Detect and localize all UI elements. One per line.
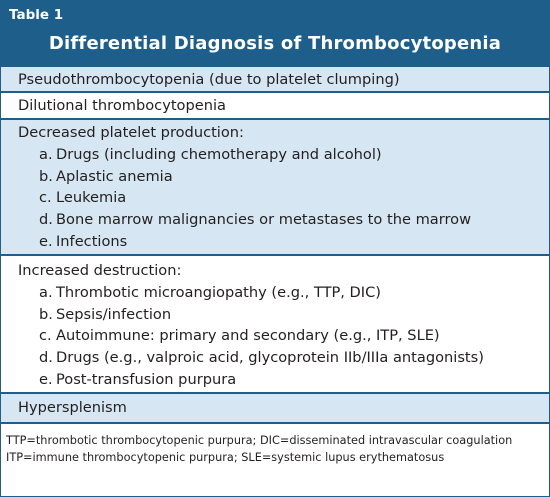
item-letter: e. xyxy=(39,232,53,250)
list-item xyxy=(18,325,549,347)
table-label: Table 1 xyxy=(9,7,64,23)
footnote: TTP=thrombotic thrombocytopenic purpura; DIC=disseminated intravascular coagulation xyxy=(6,434,513,447)
item-text: Drugs (including chemotherapy and alcohol) xyxy=(56,145,382,163)
list-item xyxy=(18,282,549,304)
list-item xyxy=(18,347,549,369)
row-dilutional xyxy=(1,93,549,118)
item-text: Sepsis/infection xyxy=(56,305,172,323)
list-item xyxy=(18,231,549,253)
table-footnotes xyxy=(1,424,549,466)
item-text: Post-transfusion purpura xyxy=(56,370,237,388)
item-letter: c. xyxy=(39,189,52,207)
table-header xyxy=(1,1,549,65)
list-item xyxy=(18,144,549,166)
list-item xyxy=(18,304,549,326)
row-heading: Increased destruction: xyxy=(18,262,182,279)
item-text: Drugs (e.g., valproic acid, glycoprotein IIb/IIIa antagonists) xyxy=(56,349,484,367)
item-text: Aplastic anemia xyxy=(56,167,173,185)
list-item xyxy=(18,369,549,391)
row-decreased-production xyxy=(1,120,549,254)
item-letter: b. xyxy=(39,305,53,323)
item-letter: a. xyxy=(39,145,53,163)
item-letter: d. xyxy=(39,349,53,367)
footnote: ITP=immune thrombocytopenic purpura; SLE=systemic lupus erythematosus xyxy=(6,451,445,464)
item-text: Autoimmune: primary and secondary (e.g., ITP, SLE) xyxy=(56,327,440,345)
row-heading: Pseudothrombocytopenia (due to platelet clumping) xyxy=(18,71,400,88)
item-letter: a. xyxy=(39,283,53,301)
item-letter: e. xyxy=(39,370,53,388)
list-item xyxy=(18,187,549,209)
list-item xyxy=(18,209,549,231)
item-letter: d. xyxy=(39,211,53,229)
table-title: Differential Diagnosis of Thrombocytopenia xyxy=(48,33,502,54)
item-text: Thrombotic microangiopathy (e.g., TTP, DIC) xyxy=(56,283,381,301)
row-increased-destruction xyxy=(1,256,549,392)
row-pseudothrombocytopenia xyxy=(1,67,549,91)
row-heading: Decreased platelet production: xyxy=(18,124,244,141)
list-item xyxy=(18,166,549,188)
item-text: Infections xyxy=(56,232,128,250)
item-letter: c. xyxy=(39,327,52,345)
item-text: Bone marrow malignancies or metastases to the marrow xyxy=(56,211,472,229)
row-heading: Dilutional thrombocytopenia xyxy=(18,97,226,114)
item-letter: b. xyxy=(39,167,53,185)
row-hypersplenism xyxy=(1,394,549,422)
item-text: Leukemia xyxy=(56,189,127,207)
row-heading: Hypersplenism xyxy=(18,399,127,416)
